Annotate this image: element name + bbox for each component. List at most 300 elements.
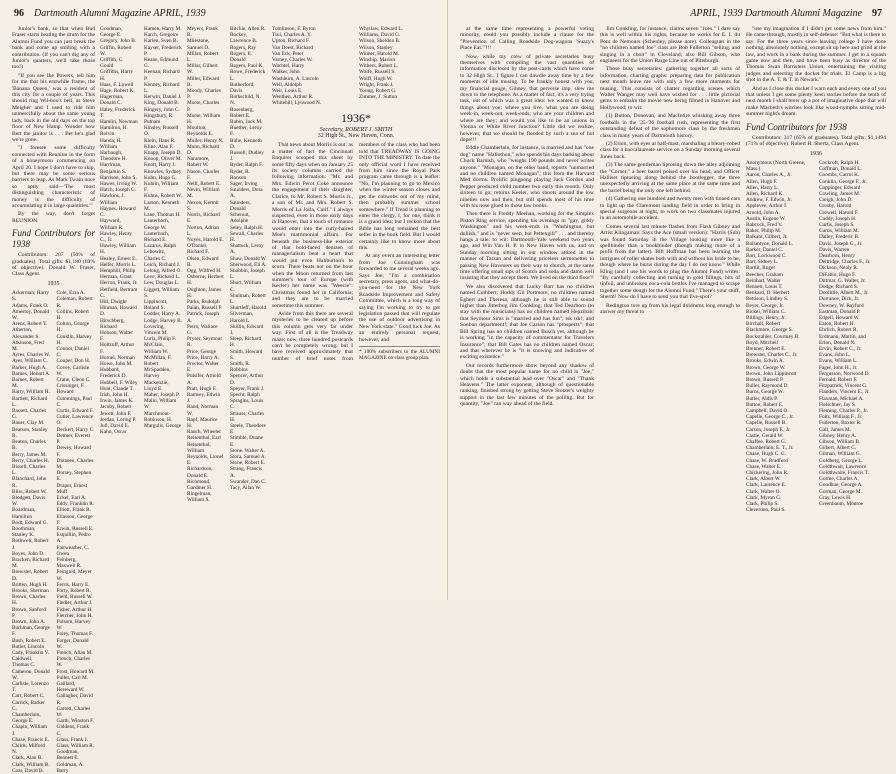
- contributor-name: Burhman, George F.: [12, 625, 50, 638]
- contributor-name: Arnold, John A.: [746, 209, 780, 216]
- contributor-name: Stone, Walter A.: [230, 447, 265, 454]
- contributor-name: Cummings, Paul C.: [56, 395, 92, 408]
- contributor-name: Erdmann, Martin, and: [819, 333, 866, 340]
- contributor-name: Nexon, Kermit S.: [187, 199, 219, 212]
- contributor-name: Tsui, Charles A. Y.: [272, 32, 312, 39]
- contributor-name: Boothman, Stanley K.: [12, 525, 36, 539]
- contributor-name: Larson, Kenneth M.: [144, 199, 180, 212]
- contributor-name: Whytlaw, Edward L.: [359, 26, 404, 32]
- contributor-name: Rogers, Ray: [230, 44, 257, 51]
- contributor-name: Munn, Richard D.: [187, 143, 220, 157]
- contributor-name: Jordan, Loring P.: [100, 416, 137, 423]
- contributor-name: Garth, Winston F.: [56, 718, 95, 725]
- contributor-name: Boyd, Mitchell: [746, 339, 779, 346]
- contributor-name: Goodman, Bennett E.: [56, 749, 79, 762]
- contributor-name: Hobson, Walter F.: [100, 329, 134, 343]
- contributor-name: Hagerman, Donald C.: [100, 94, 124, 107]
- right-page-number: 97: [872, 8, 882, 19]
- contributor-name: Atkinson, Fred M.: [12, 339, 44, 353]
- contributor-name: Naramore, Robert W.: [187, 156, 210, 169]
- contributor-name: Wachtel, Harry: [272, 63, 305, 70]
- paragraph: We also discovered that Lucky Barr has no children named Cuthbert; Hoddy Gil Portmore, no children named Egbert and Theresa, although he is still able to sound higher than Jitterbug Jim Conkling; that Ted Dearborn (to stay with the musicians) has no children named Hepzibah; that Seymour Sims is "married and has fun"; tsk tsk!; and Sonbun department!; that Joe Carson has "prospects"; that Bill Spring has no children named Busch yet, although he is working "in the capacity of commentator for Travelers Insurance"; that Bill Gates has no children named Oscar; and that wherever he is "it is snowing and indicative of exciting existence.": [460, 283, 594, 361]
- contributor-name: Varney, Charles W.: [272, 57, 313, 64]
- contributor-name: Gilman, William G.: [819, 451, 862, 458]
- contributor-name: Upton, Richard F.: [272, 38, 310, 45]
- contributor-name: Dewey, Howard F.: [56, 445, 91, 458]
- paragraph: (2) Erion, with eyes at half-mast, marshaling a bleary-robed class for a baccalaureate service on a Sunday morning several Junes back.: [600, 140, 740, 160]
- contributor-name: Ogg, Wilfred H.: [187, 267, 222, 274]
- contributor-name: Hage, Robert K.: [100, 88, 135, 95]
- contributor-name: Bartlit, Roger: [746, 265, 776, 272]
- paragraph: Those busy secretaries: gathering together all sorts of information, charting graphs: preparing data for publication next month leave me with only a few more moments for musing. This consists of chatter regarding scenes which Walter Wanger may well have wished for . . . little pictorial gems to embalm the movie now being filmed in Hanover and Hollywood; to wit:: [600, 66, 740, 111]
- contributor-name: Stone, Robert E.: [230, 460, 266, 467]
- contributor-name: Colton, George H.: [56, 321, 90, 334]
- contributor-name: Butler, Aldis P.: [746, 395, 778, 402]
- contributor-name: Hirschberg, Richard: [100, 317, 125, 330]
- contributor-name: Buller, Raymond D.: [746, 383, 789, 390]
- contributor-name: Bickel, William C.: [746, 308, 786, 315]
- contributor-name: Ryder, Ralph F.: [230, 162, 263, 169]
- contributor-name: Bockstahler, Courtney B.: [746, 333, 800, 340]
- contributor-name: Nason, Charles F.: [187, 168, 220, 181]
- left-column-1: [12, 26, 95, 774]
- fund-year: 1935: [47, 280, 60, 287]
- contributor-name: Kenney, Richard L.: [144, 81, 180, 95]
- paragraph: (3) The same gentleman tiptoeing down the alley adjoining the "Corner," a beer barrel poised over his head, and Officer Halliset tiptoeing along behind the bootlegger, the three unexpectedly arriving at the same place at the same time and the barrel being the only one left behind.: [600, 162, 740, 194]
- contributor-name: Hemphill, Philip: [100, 267, 136, 274]
- contributor-name: Gall, James M.: [819, 426, 852, 433]
- contributor-name: Cockroft, Ralph H.: [819, 159, 860, 166]
- contributor-name: Creigh, John D.: [819, 197, 853, 204]
- contributor-name: Chase, Walter E.: [746, 463, 782, 470]
- contributor-name: Ayer, William C.: [12, 358, 48, 365]
- contributor-name: Downey, W. Rayford: [819, 302, 864, 309]
- contributor-name: Parks, Rudolph: [187, 298, 220, 305]
- contributor-name: Rockey, Lawrence B.: [230, 32, 258, 45]
- contributor-name: Conklin, George F., Jr.: [819, 178, 867, 185]
- contributor-name: Specht, Ralph: [230, 391, 260, 398]
- contributor-name: Irish, John H.: [100, 391, 129, 398]
- contributor-name: Cady, Franklin V.: [12, 650, 50, 656]
- contributor-name: Price, George: [187, 348, 217, 355]
- contributor-name: Shulman, Robert L.: [230, 292, 266, 305]
- contributor-name: Young, Robert G.: [359, 88, 397, 95]
- contributor-name: Weir, Louis E.: [272, 88, 303, 95]
- right-column-3: [746, 26, 886, 594]
- contributor-name: Austin, Eugene W.: [746, 215, 786, 222]
- name-list: [187, 26, 267, 504]
- contributor-name: Bartlett, Richard L.: [12, 395, 48, 408]
- contributor-name: Eckel, Earl A.: [56, 494, 87, 501]
- contributor-name: Pulsifer, Arnold A.: [187, 373, 221, 386]
- contributor-name: Palan, Russell F.: [187, 305, 223, 312]
- contributor-name: Sleep, Richard H.: [230, 336, 262, 349]
- contributor-name: Curtis, Joseph S.: [819, 221, 855, 228]
- contributor-name: Cameron, Donald W.: [12, 668, 50, 681]
- contributor-name: Brooks, Sherman: [12, 587, 49, 594]
- contributor-name: Foley, Thomas F.: [56, 631, 94, 638]
- contributor-name: Fairweather, C. Owen: [56, 544, 90, 557]
- contributor-name: Balkam, Gilbert, Jr.: [746, 234, 788, 241]
- contributor-name: Chamberlain, E. T., Jr.: [746, 445, 794, 452]
- contributor-name: Luria, Philip F.: [144, 336, 176, 343]
- contributor-name: Ackerman, Harry S.: [12, 290, 50, 303]
- contributor-name: Benkard, D. Herbert: [746, 290, 790, 297]
- contributor-name: Chickering, John R.: [746, 470, 789, 477]
- fund-heading: Fund Contributors for 1938: [746, 121, 847, 132]
- contributor-name: Shaw, Donald W.: [230, 255, 267, 262]
- contributor-name: Babcock, Fred V.: [746, 221, 783, 228]
- contributor-name: Ballantyne, Donald L.: [746, 240, 794, 247]
- contributor-name: Carlisle, Lorenzo T.: [12, 681, 49, 694]
- contributor-name: Stora, Samuel A.: [230, 454, 266, 461]
- contributor-name: Leve, Richard L.: [144, 274, 180, 281]
- contributor-name: Bissell, Charles L.: [12, 463, 46, 477]
- contributor-name: Kuhlin, William F.: [144, 181, 179, 194]
- contributor-name: Burns, George W.: [746, 389, 784, 396]
- contributor-name: Karch, Gregoire: [144, 32, 179, 39]
- contributor-name: Van Deest, Richard: [272, 44, 314, 51]
- contributor-name: Withers, Robert L.: [359, 63, 399, 70]
- contributor-name: Skillin, Edward J.: [230, 323, 264, 336]
- contributor-name: Clark, Philip S.: [746, 501, 779, 508]
- contributor-name: Oughton, James H.: [187, 286, 222, 299]
- contributor-name: Chaffee, Robert G.: [746, 439, 787, 446]
- contributor-name: Rauch, Wheeler: [187, 429, 222, 436]
- contributor-name: Klein, Hans R.: [144, 137, 176, 144]
- contributor-name: Carr, Robert C.: [12, 693, 45, 700]
- contributor-name: Greenbaum, Monroe: [819, 501, 864, 508]
- paragraph: (1) Button, Donovan, and MacIntire whisking away three footballs in the '35-'36 football rush, representing the first outstanding defeat of the sophomore class by the freshmen class in many years of Dartmouth history.: [600, 113, 740, 139]
- contributor-name: Eastman, Donald P.: [819, 308, 861, 315]
- contributor-name: Muller, Henry N.: [187, 137, 224, 144]
- contributor-name: Reisenthal, William: [187, 441, 211, 454]
- contributor-name: Harbaugh, Theodore H.: [100, 150, 127, 163]
- left-column-4: [272, 26, 440, 594]
- paragraph: By the way, don't forget REUNION.: [12, 211, 95, 224]
- contributor-name: Proctor, Walter E.: [187, 360, 219, 374]
- contributor-name: Bauer, Clay M.: [12, 420, 45, 427]
- contributor-name: Chapin, William J.: [12, 724, 47, 737]
- contributor-name: Berry, James M.: [12, 451, 47, 458]
- right-column-2: [600, 26, 740, 594]
- contributor-name: Schenuit, Adolphe: [230, 212, 250, 225]
- contributor-name: Ferris, Harry E.: [56, 581, 90, 588]
- contributor-name: Olsen, Edward R.: [187, 255, 219, 268]
- contributor-name: Shurtleff, Harold: [230, 305, 267, 312]
- contributor-name: Cooper, Don H.: [56, 358, 91, 365]
- contributor-name: Cutler, Lawrence O.: [56, 414, 94, 427]
- contributor-name: Neill, Robert E.: [187, 181, 221, 188]
- contributor-name: Allen, Hugh F.: [746, 178, 778, 185]
- contributor-name: Barnes, Hobart A.: [12, 370, 51, 377]
- contributor-name: Morse, Charles P.: [187, 100, 220, 113]
- contributor-name: Gibney, Henry A.: [819, 432, 857, 439]
- contributor-name: Lovering, Vincent M.: [144, 323, 168, 336]
- contributor-name: Knoop, Oliver M.: [144, 156, 182, 163]
- contributor-name: Kline, Alan F.: [144, 143, 174, 150]
- contributor-name: Billings, Henry, Jr.: [746, 314, 786, 321]
- contributor-name: Folsom, Harvey W.: [56, 618, 91, 632]
- contributor-name: Gregory, John B.: [100, 38, 137, 45]
- contributor-name: Maher, Joseph P.: [144, 391, 180, 398]
- contributor-name: Brewster, Robert D.: [12, 569, 48, 582]
- contributor-name: Campbell, David O.: [746, 408, 789, 415]
- contributor-name: Osborne, Herbert H.: [187, 274, 224, 287]
- contributor-name: Rubin, Jack M.: [230, 119, 263, 126]
- contributor-name: Ritchie, Allen R.: [230, 26, 266, 32]
- contributor-name: Strauss, Charles H.: [230, 410, 265, 423]
- contributor-name: Andrew, F. Edwin, Jr.: [746, 197, 792, 204]
- contributor-name: Glass, William R.: [56, 743, 95, 750]
- contributor-name: Hill, Dwight: [100, 298, 127, 305]
- contributor-name: Forty, Robert R.: [56, 587, 91, 594]
- name-list: [272, 26, 440, 107]
- contributor-name: Griffiths, Harry H.: [100, 69, 134, 82]
- contributor-name: Doolittle, Albert M., Jr.: [819, 290, 869, 297]
- contributor-name: French, Allan M.: [56, 650, 93, 656]
- contributor-name: Richardson, Donald E.: [187, 466, 213, 479]
- contributor-name: Bracken, Richard M.: [12, 556, 50, 570]
- contributor-name: Petro, Wallace G.: [187, 323, 218, 336]
- contributor-name: Blanchard, John R.: [12, 476, 47, 489]
- contributor-name: Gorman, George M.: [819, 488, 862, 495]
- contributor-name: Williams, David G.: [359, 32, 401, 39]
- contributor-name: Sherwood, Eli A.: [230, 261, 267, 268]
- contributor-name: Goldman, A. Barry: [56, 761, 84, 774]
- contributor-name: Boyes, John D.: [12, 550, 45, 557]
- paragraph: "I foresee some difficulty connected with Reunion in the form of a honeymoon commencing on April 20. I hope I don't have to skip, but there may be some serious barriers to leap. As Mark Twain once so aptly said—'The most distinguishing characteristic of money is the difficulty of accumulating it in large quantities.'": [12, 145, 95, 209]
- contributor-name: Coleman, Robert R.: [56, 296, 93, 309]
- contributor-name: Shattuck, Leroy A.: [230, 243, 264, 256]
- name-list: [12, 290, 95, 774]
- contributor-name: Handa, H. William: [100, 137, 122, 150]
- contributor-name: Gorme, Charles A.: [819, 476, 859, 483]
- contributor-name: Meyers, Frank R.: [187, 26, 218, 39]
- contributor-name: Griffith, C. Gould: [100, 57, 124, 70]
- contributor-name: Detmer, Everett P.: [56, 432, 91, 446]
- paragraph: "use my imagination if I didn't get some news from him." He came through, mostly in self-defense: "But what is there to say. For the three years since leaving college I have done nothing, absolutely nothing, except sit up here and grind at the law, and work in a bank during the summer. I get in a squash game now and then, and have been busy as director of the Thomas Swan Barristers Union, entertaining the visiting judges and selecting the docket for trials. El Camp is a big shot in the A. T. & T. in Newark.": [746, 26, 886, 84]
- contributor-name: Tacy, Allan W.: [230, 485, 262, 492]
- contributor-name: Hunt, Claude T.: [100, 385, 134, 392]
- paragraph: at the same time representing a powerful voting minority, could you possibly include a clause for the "Prevention of Calling Roadside Dog-wagons 'Suzzy's Place Eat.'"!!!: [460, 26, 594, 52]
- contributor-name: Fuller, Carl M.: [56, 674, 89, 681]
- paragraph: Eddie Chamberlain, for instance, is married and has "one dog" name "Hallothon," who spends his days barking about Chuck Barnish, who "weighs 190 pounds and never writes anyone." "Monagan, on the other hand, reports "unmarried and no children named Monagan"; this from the Harvard Med dorms. Prolific pingpong playing Jack Gordon and Pepper produced child number two early this month. Only sixteen to go; returns Keeler, who shoots around the low nineties now and then, but still spends most of his time with his nose glued to those law books.: [460, 145, 594, 209]
- contributor-name: Capelle, George C., Jr.: [746, 414, 795, 421]
- contributor-name: Swander, Dan C.: [230, 478, 266, 485]
- contributor-name: Kamen, Harry M.: [144, 26, 182, 32]
- contributor-name: Berry, Charles H.: [12, 457, 50, 464]
- contributor-name: Winship, Marion: [359, 57, 395, 64]
- contributor-name: Smith, Howard S.: [230, 348, 263, 361]
- contributor-name: Wilson, Sheldon B.: [359, 38, 401, 45]
- contributor-name: Ehrlich, Robert R.: [819, 327, 858, 334]
- paragraph: And as I close this docket I warn each and every one of you that unless I get some plenty keen stories before the tenth of next month I shall brew up a pot of imaginative dope that will make Macbeth's witches look like wood-nymphs sitting mid-summer night's dream.: [746, 85, 886, 118]
- contributor-name: Saunders, Dora A.: [230, 187, 263, 200]
- contributor-name: Hatch, Joseph G.: [100, 187, 137, 194]
- contributor-name: Brown, George W.: [746, 364, 786, 371]
- paragraph: At any event an interesting letter from Joe Cunningham was forwarded to me several weeks ago. Says Joe, "I'm a combination secretary, press agent, and what-do-you-need for the New York Roadside Improvement and Safety Committee, which is a long way of saying I'm working to try to get legislation passed that will regulate the use of outdoor advertising in New York state." Good luck Joe. As an entirely personal request, however, and: [359, 253, 440, 343]
- contributor-name: Barker, Daniel C.: [746, 246, 784, 253]
- contributor-name: Amestoy, Donald W.: [12, 308, 50, 322]
- contributor-name: Price, Harry A.: [187, 354, 220, 361]
- contributor-name: Van Eck, Peter: [272, 50, 304, 57]
- contributor-name: Brooks, Edwin A.: [746, 358, 784, 365]
- contributor-name: Harriman, Benjamin S.: [100, 162, 127, 175]
- contributor-name: Fleming, Charles P., Jr.: [819, 408, 868, 415]
- contributor-name: Fisher, Arthur H.: [56, 606, 93, 613]
- contributor-name: Connor, Daniel C.: [56, 346, 89, 359]
- contributor-name: Spragins, Louis C.: [230, 398, 264, 411]
- contributor-name: Lane, Thomas H.: [144, 212, 181, 219]
- contributor-name: Bothwell, Robert J.: [12, 538, 49, 551]
- contributor-name: Rapf, Maurice H.: [187, 416, 218, 429]
- class-secretary: Secretary, ROBERT J. SMITH: [319, 126, 393, 133]
- contributor-name: Childs, Milford N.: [12, 743, 45, 756]
- contributor-name: Ruhe, Kenneth D.: [230, 137, 262, 150]
- contributor-name: Gallagher, David R.: [56, 693, 93, 706]
- contributor-name: Goodman, George E.: [100, 26, 123, 39]
- contributor-name: Silverman, Harold L.: [230, 311, 254, 324]
- contributor-name: Bush, Robert E.: [12, 637, 46, 644]
- contributor-name: Bassett, Charles G.: [12, 408, 47, 421]
- contributor-name: Evans, William L.: [819, 358, 858, 365]
- contributor-name: Lelong, Alfred O.: [144, 267, 182, 274]
- contributor-name: Carson, Joseph F., Jr.: [746, 426, 791, 433]
- contributor-name: Brown, John A.: [12, 618, 46, 625]
- contributor-name: Irwin, James K.: [100, 398, 134, 405]
- contributor-name: Herron, Frank, Jr.: [100, 280, 138, 287]
- contributor-name: Reisenthal, Earl: [187, 435, 221, 442]
- contributor-name: Tomlinson, F. Byron: [272, 26, 316, 32]
- contributor-name: Goldthwait, Lawrence: [819, 463, 867, 470]
- contributor-name: Collins, Robert H.: [56, 308, 89, 322]
- contributor-name: Winner, Harold M.: [359, 50, 400, 57]
- contributor-name: Flaxman, Michael A.: [819, 395, 864, 402]
- contributor-name: Curtis, Edward F.: [56, 408, 94, 415]
- contributor-name: Lodder, Harry A.: [144, 311, 181, 318]
- contributor-name: Edgell, Howard W.: [819, 314, 860, 321]
- contributor-name: Weil, Aldolph: [272, 81, 302, 88]
- right-page-header: [462, 8, 882, 22]
- contributor-name: Hinman, Howard D.: [100, 305, 137, 318]
- contributor-name: Ramsey, Edwin J.: [187, 391, 221, 405]
- contributor-name: Haas, F. Lowell: [100, 81, 134, 88]
- contributor-name: Hawley, William H.: [100, 243, 136, 256]
- contributor-name: Crissinger, F. Howard: [56, 383, 85, 396]
- contributor-name: Beyer, George, Jr.: [746, 302, 785, 309]
- paragraph: Comes several last minute flashes from Flash Gibney and Artist Klingaman: Says the Ace (small version): "Harris (Sub) was found Saturday in the Village looking more like a spellbinder than a bookbinder (though making more of a profit from the latter). Bill Hoffman has been learning the intrigues of roller skates both with and without his bride to be, though where he burns during the day I do not know." While Kling (and I use his words to plug the Alumni Fund) writes: "By carefully collecting and turning in gold fillings, bits of tinfoil, and unbroken coca-cola bottles I've managed to scrape together some dough for the Alumni Fund." There's your stuff, Sherm! Now do I have to send you that five-spot?: [600, 223, 740, 301]
- contributor-name: Short, William C.: [230, 280, 262, 293]
- contributor-name: Leich, Richard J.: [144, 261, 181, 268]
- contributor-name: Davis, Warren: [819, 246, 850, 253]
- contributor-name: Erwin, Russell E.: [56, 525, 94, 532]
- contributor-name: Foltz, William F., Jr.: [819, 414, 863, 421]
- contributor-name: Wilson, Stanley: [359, 44, 393, 51]
- contributor-name: Dailey, Frederic B.: [819, 234, 860, 241]
- contributor-name: Glass, Frank J.: [56, 736, 88, 743]
- contributor-name: Walker, John: [272, 69, 300, 76]
- contributor-name: Clark, Alan B.: [12, 755, 43, 762]
- contributor-name: Dinneen, Charles M.: [56, 457, 94, 470]
- contributor-name: McMillan, F. Robert: [144, 354, 172, 367]
- contributor-name: Whitehill, Lynwood N.: [272, 100, 322, 107]
- paragraph: "If you see Ike Powers, tell him for me that his erstwhile frame, the 'Banana Queen,' was a resident of this city for a couple of years. This should ring Wil-boo's bell, as Steve Meigher and I used to ride him unmercifully about the same young lady, back in the old days on the top floor of New Hamp. Wonder how Bert the janitor is . . . Bet he's glad we're gone.: [12, 72, 95, 143]
- contributor-name: DiFabio, Hugo F.: [819, 271, 856, 278]
- contributor-name: King, Donald B.: [144, 100, 180, 107]
- contributor-name: Holtzoff, Arthur F.: [100, 342, 135, 355]
- contributor-name: Esquillin, Pedro A.: [56, 532, 91, 545]
- contributor-name: Kingsbury, R. Putnam: [144, 112, 174, 126]
- contributor-name: Stimble, Duane E.: [230, 435, 263, 448]
- contributor-name: Draper, Ernest Muff: [56, 482, 88, 495]
- contributor-name: Barnes, Robert M.: [12, 377, 44, 390]
- contributor-name: Hawkins, J. William: [100, 193, 125, 206]
- contributor-name: Applevee, Arthur I.: [746, 203, 788, 210]
- contributor-name: Fleischner, Jay S.: [819, 401, 857, 408]
- contributor-name: Dickson, Nealy R.: [819, 265, 859, 272]
- contributor-name: Spencer, Arthur D.: [230, 373, 264, 386]
- contributor-name: Goldthwaite, Francis T.: [819, 470, 869, 477]
- contributor-name: Morse, William H.: [187, 112, 221, 126]
- right-running-title: APRIL, 1939 Dartmouth Alumni Magazine: [690, 8, 862, 19]
- contributor-name: Crowell, Harold F.: [819, 209, 859, 216]
- contributor-name: Moody, Charles P.: [187, 88, 221, 101]
- paragraph: (4) Gathering one hundred and twenty men with tinned cars to light up the Claremont landing field in order to bring in special surgeons at night, to work on two classmates injured in an automobile accident.: [600, 196, 740, 222]
- contributor-name: Forger, Donald W.: [56, 637, 89, 650]
- contributor-name: Barker, Hugh A.: [12, 364, 47, 371]
- left-page-number: 96: [14, 8, 24, 19]
- contributor-name: O'Daniel, Richard F.: [187, 243, 209, 256]
- contributor-name: Knott, Harry J.: [144, 162, 176, 169]
- contributor-name: Wright, Frank J.: [359, 81, 394, 88]
- contributor-name: Chase, Francis E.: [12, 736, 50, 743]
- contributor-name: Field, Russell W.: [56, 594, 93, 601]
- contributor-name: Beinhart, Walter: [746, 277, 781, 284]
- contributor-name: Kinsley, Russell O.: [144, 125, 179, 138]
- contributor-name: Malin, William W.: [144, 398, 177, 411]
- contributor-name: Jacoby, Robert: [100, 404, 132, 411]
- name-list: [100, 26, 182, 435]
- contributor-name: Wolfe, Russell S.: [359, 69, 396, 76]
- contributor-name: Dorsey, Stephen E.: [56, 470, 92, 483]
- contributor-name: Rowe, Frederick L.: [230, 69, 266, 82]
- contributor-name: Liggett, William S.: [144, 286, 179, 299]
- contributor-name: Coppinger, Edward: [819, 184, 861, 191]
- contributor-name: Haley, Frederick T.: [100, 106, 136, 119]
- contributor-name: Baker, Philip M.: [746, 228, 782, 235]
- contributor-name: Knapp, Joseph D.: [144, 150, 182, 157]
- contributor-name: Helfer, Morris L.: [100, 261, 137, 268]
- contributor-name: Hawes, Irving W.: [100, 181, 138, 188]
- contributor-name: Barr, Sidney L.: [746, 259, 779, 266]
- contributor-name: Saunders, Donald: [230, 199, 251, 212]
- contributor-name: Margulis, George: [144, 423, 182, 429]
- contributor-name: Richmond, Gardiner H.: [187, 478, 213, 492]
- contributor-name: Kingery, John C.: [144, 106, 180, 113]
- contributor-name: Kahn, Oscar: [100, 429, 127, 436]
- contributor-name: Millar, Gilbert W.: [187, 63, 218, 76]
- contributor-name: Barry, William H.: [12, 389, 50, 396]
- contributor-name: Dearborn, Henry: [819, 252, 855, 259]
- contributor-name: Fiedler, Arthur J.: [56, 600, 93, 607]
- contributor-name: Hawley, Henry C., Jr.: [100, 230, 133, 243]
- contributor-name: Clark, Myron G.: [746, 494, 782, 501]
- contributor-name: Cole, Ezra A.: [56, 290, 86, 297]
- contributor-name: Caldwell, Thomas C.: [12, 656, 36, 669]
- contributor-name: Arens, Robert Y.: [12, 321, 48, 328]
- contributor-name: Wolff, Hugh W.: [359, 75, 393, 82]
